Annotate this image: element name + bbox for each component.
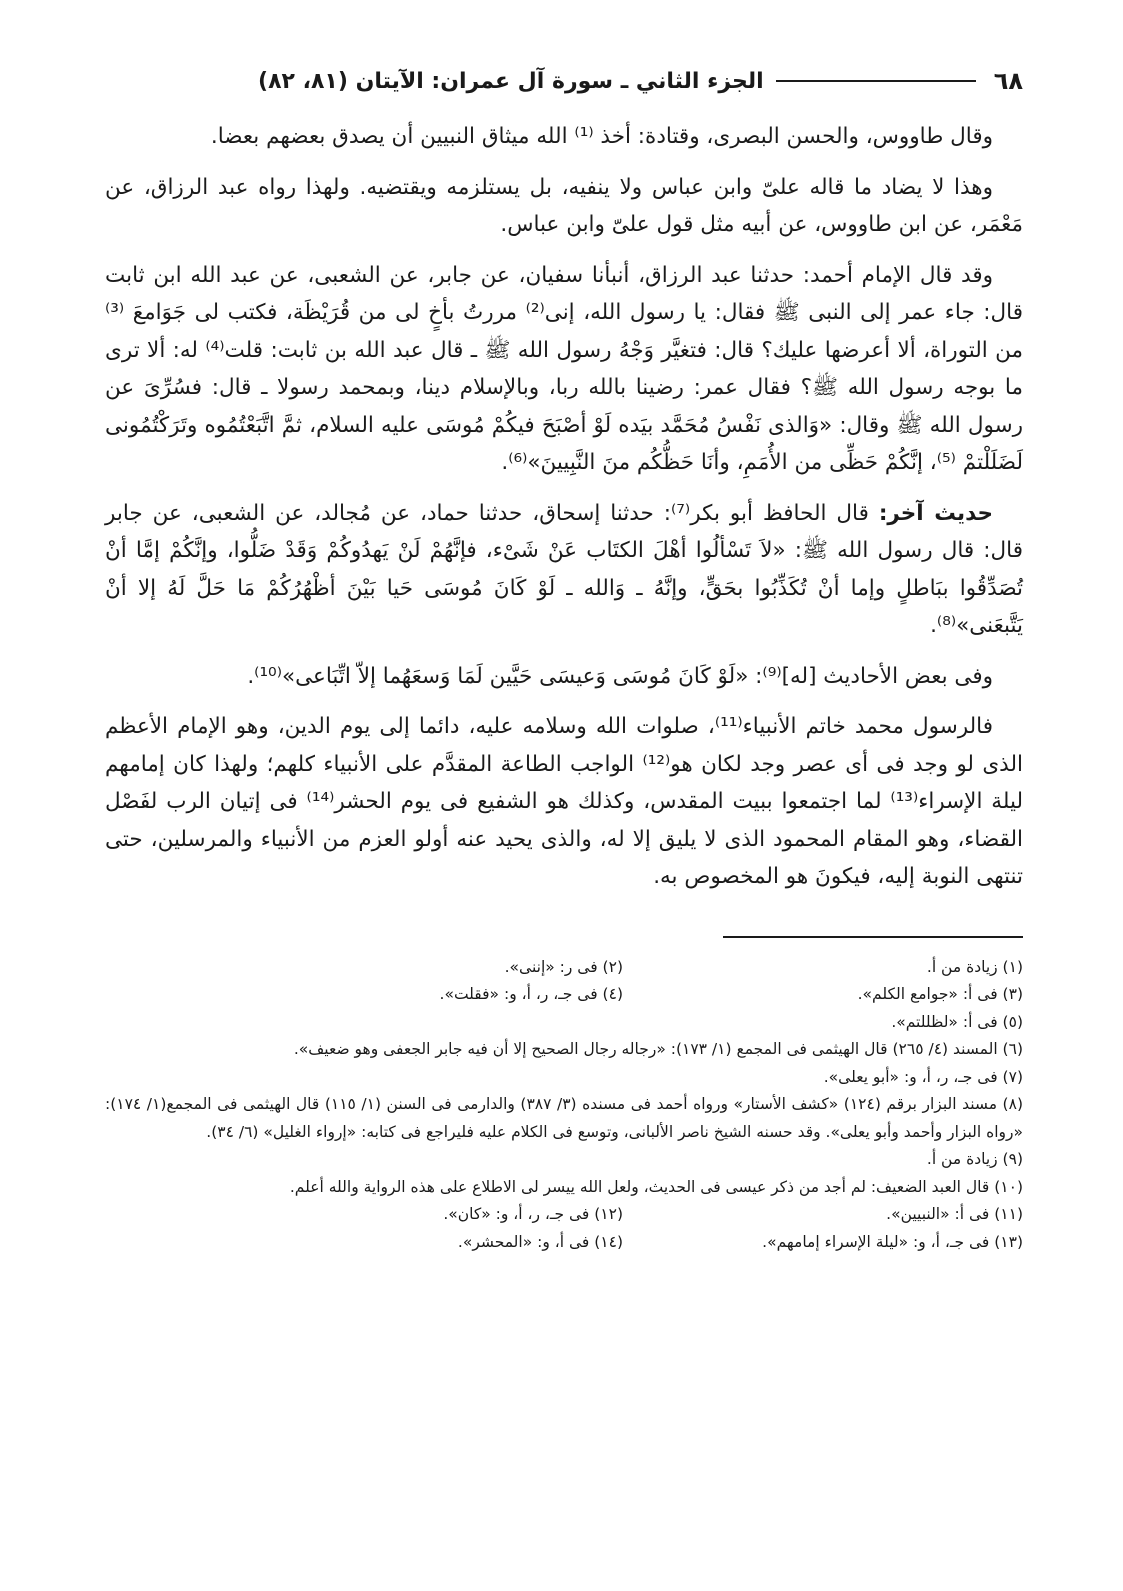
footnotes: [105, 954, 1023, 1257]
running-head: [105, 62, 1023, 100]
footnote-row: [105, 954, 1023, 982]
footnote-9: (٩) زيادة من أ.: [926, 1150, 1023, 1168]
paragraph-conclusion: [105, 708, 1023, 896]
footnote-row: [105, 1229, 1023, 1257]
footnote-12: (١٢) فى جـ، ر، أ، و: «كان».: [443, 1205, 623, 1223]
paragraph-ahmad-hadith: [105, 257, 1023, 482]
paragraph-text: وفى بعض الأحاديث [له]⁽⁹⁾: «لَوْ كَانَ مُوسَى وَعيسَى حَيَّين لَمَا وَسعَهُما إلاّ اتِّبَاعى»⁽¹⁰⁾.: [247, 663, 993, 689]
footnote-separator: [723, 936, 1023, 938]
footnote-4: (٤) فى جـ، ر، أ، و: «فقلت».: [439, 985, 623, 1003]
footnote-14: (١٤) فى أ، و: «المحشر».: [457, 1232, 623, 1251]
footnote-row: [105, 1201, 1023, 1229]
footnote-13: (١٣) فى جـ، أ، و: «ليلة الإسراء إمامهم».: [762, 1232, 1023, 1251]
section-lead: حديث آخر:: [878, 500, 993, 526]
footnote-row: [105, 1146, 1023, 1174]
footnote-row: [105, 1091, 1023, 1146]
footnote-6: (٦) المسند (٤/ ٢٦٥) قال الهيثمى فى المجمع (١/ ١٧٣): «رجاله رجال الصحيح إلا أن فيه جابر الجعفى وهو ضعيف».: [293, 1040, 1023, 1058]
running-title: الجزء الثاني ـ سورة آل عمران: الآيتان (٨١، ٨٢): [258, 68, 764, 94]
header-rule: [776, 80, 976, 82]
paragraph-text: وقال طاووس، والحسن البصرى، وقتادة: أخذ ⁽¹⁾ الله ميثاق النبيين أن يصدق بعضهم بعضا.: [210, 124, 993, 149]
footnote-row: [105, 1064, 1023, 1092]
footnote-7: (٧) فى جـ، ر، أ، و: «أبو يعلى».: [823, 1067, 1023, 1086]
paragraph-text: فالرسول محمد خاتم الأنبياء⁽¹¹⁾، صلوات الله وسلامه عليه، دائما إلى يوم الدين، وهو الإمام الأعظم الذى لو وجد فى أى عصر وجد لكان هو⁽¹²⁾ الواجب الطاعة المقدَّم على الأنبياء كلهم؛ ولهذا كان إمامهم ليلة الإسراء⁽¹³⁾ لما اجتمعوا ببيت المقدس، وكذلك هو الشفيع فى يوم الحشر⁽¹⁴⁾ فى إتيان الرب لفَصْل القضاء، وهو المقام المحمود الذى لا يليق إلا له، والذى يحيد عنه أولو العزم من الأنبياء والمرسلين، حتى تنتهى النوبة إليه، فيكونَ هو المخصوص به.: [105, 714, 1023, 889]
paragraph-explanation: [105, 169, 1023, 244]
paragraph-text: قال الحافظ أبو بكر⁽⁷⁾: حدثنا إسحاق، حدثنا حماد، عن مُجالد، عن الشعبى، عن جابر قال: قال رسول الله ﷺ: «لاَ تَسْألُوا أهْلَ الكتَاب عَنْ شَىْء، فإنَّهُمْ لَنْ يَهدُوكُمْ وَقَدْ ضَلُّوا، وإنَّكُمْ إمَّا أنْ تُصَدِّقُوا ببَاطلٍ وإما أنْ تُكَذِّبُوا بحَقٍّ، وإنَّهُ ـ وَالله ـ لَوْ كَانَ مُوسَى حَيا بَيْنَ أظْهُرُكُمْ مَا حَلَّ لَهُ إلا أنْ يَتَّبعَنى»⁽⁸⁾.: [105, 500, 1023, 638]
page-number: ٦٨: [993, 67, 1023, 95]
footnote-5: (٥) فى أ: «لظللتم».: [891, 1012, 1023, 1031]
footnote-2: (٢) فى ر: «إننى».: [504, 957, 623, 976]
paragraph-tawus: [105, 118, 1023, 156]
paragraph-another-hadith: [105, 495, 1023, 645]
footnote-3: (٣) فى أ: «جوامع الكلم».: [857, 985, 1023, 1003]
footnote-row: [105, 1009, 1023, 1037]
paragraph-text: وقد قال الإمام أحمد: حدثنا عبد الرزاق، أنبأنا سفيان، عن جابر، عن الشعبى، عن عبد الله ابن ثابت قال: جاء عمر إلى النبى ﷺ فقال: يا رسول الله، إنى⁽²⁾ مررتُ بأخٍ لى من قُرَيْظَة، فكتب لى جَوَامعَ ⁽³⁾ من التوراة، ألا أعرضها عليك؟ قال: فتغيَّر وَجْهُ رسول الله ﷺ ـ قال عبد الله بن ثابت: قلت⁽⁴⁾ له: ألا ترى ما بوجه رسول الله ﷺ؟ فقال عمر: رضينا بالله ربا، وبالإسلام دينا، وبمحمد رسولا ـ قال: فسُرِّىَ عن رسول الله ﷺ وقال: «وَالذى نَفْسُ مُحَمَّد بيَده لَوْ أصْبَحَ فيكُمْ مُوسَى عليه السلام، ثمَّ اتَّبَعْتُمُوه وتَرَكْتُمُونى لَضَلَلْتمْ ⁽⁵⁾، إنَّكُمْ حَظِّى من الأُمَمِ، وأنَا حَظُّكُم منَ النَّبِيينَ»⁽⁶⁾.: [105, 262, 1024, 475]
footnote-10: (١٠) قال العبد الضعيف: لم أجد من ذكر عيسى فى الحديث، ولعل الله ييسر لى الاطلاع على هذه الرواية والله أعلم.: [289, 1177, 1023, 1196]
footnote-11: (١١) فى أ: «النبيين».: [886, 1205, 1023, 1223]
main-text: [105, 118, 1023, 896]
footnote-8: (٨) مسند البزار برقم (١٢٤) «كشف الأستار» ورواه أحمد فى مسنده (٣/ ٣٨٧) والدارمى فى السنن (١/ ١١٥) قال الهيثمى فى المجمع(١/ ١٧٤): «رواه البزار وأحمد وأبو يعلى». وقد حسنه الشيخ ناصر الألبانى، وتوسع فى الكلام عليه فليراجع فى كتابه: «إرواء الغليل» (٦/ ٣٤).: [105, 1095, 1023, 1141]
footnote-row: [105, 1174, 1023, 1202]
footnote-1: (١) زيادة من أ.: [926, 957, 1023, 976]
footnote-row: [105, 1036, 1023, 1064]
paragraph-musa-isa: [105, 658, 1023, 696]
footnote-row: [105, 981, 1023, 1009]
paragraph-text: وهذا لا يضاد ما قاله علىّ وابن عباس ولا ينفيه، بل يستلزمه ويقتضيه. ولهذا رواه عبد الرزاق، عن مَعْمَر، عن ابن طاووس، عن أبيه مثل قول علىّ وابن عباس.: [105, 174, 1023, 237]
